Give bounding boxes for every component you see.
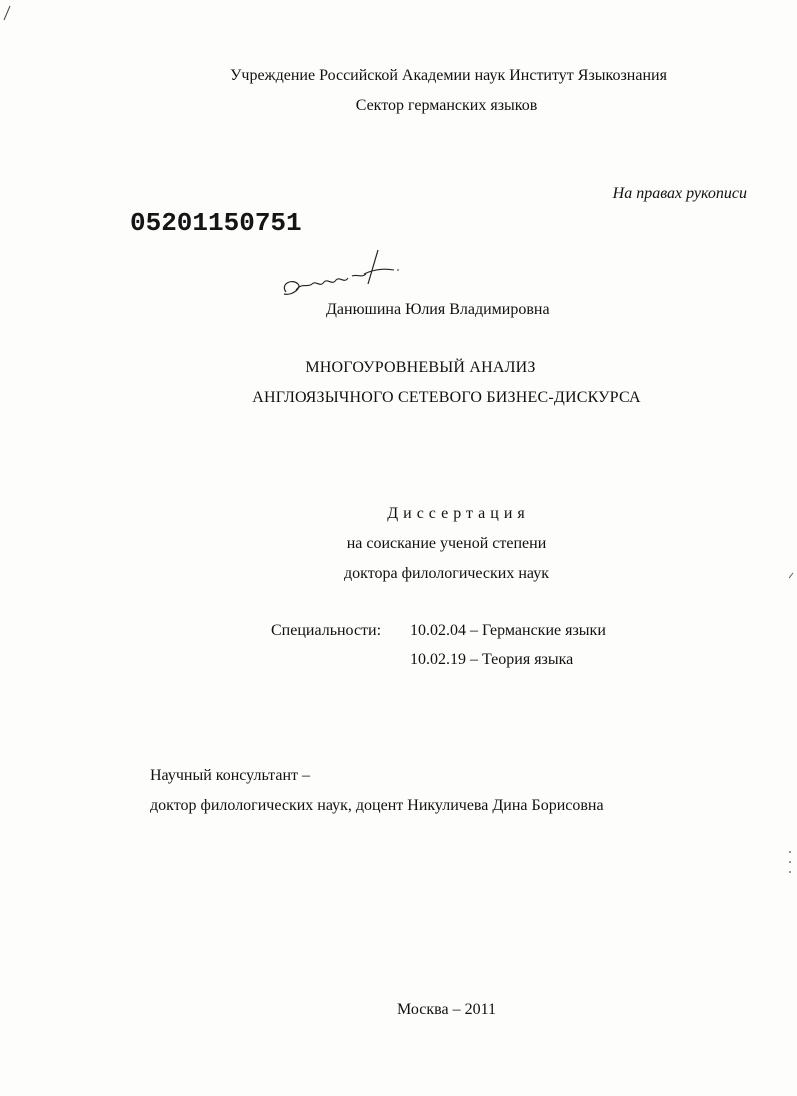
degree-line-1: на соискание ученой степени <box>346 535 547 552</box>
specialty-item: 10.02.19 – Теория языка <box>410 651 574 668</box>
scan-speck <box>786 848 794 878</box>
place-year: Москва – 2011 <box>397 1001 496 1018</box>
degree-line-2: доктора филологических наук <box>343 565 549 582</box>
archive-stamp-number: 05201150751 <box>130 208 302 238</box>
manuscript-note: На правах рукописи <box>612 185 747 202</box>
consultant-name: доктор филологических наук, доцент Никуличева Дина Борисовна <box>150 797 604 814</box>
title-line-1: МНОГОУРОВНЕВЫЙ АНАЛИЗ <box>305 359 536 376</box>
sector-name: Сектор германских языков <box>355 97 538 114</box>
work-type: Диссертация <box>387 505 530 522</box>
scan-speck <box>788 570 796 580</box>
consultant-label: Научный консультант – <box>150 767 310 784</box>
scan-mark <box>2 2 14 22</box>
specialties-label: Специальности: <box>271 622 382 639</box>
institution-name: Учреждение Российской Академии наук Институт Языкознания <box>230 67 667 84</box>
author-name: Данюшина Юлия Владимировна <box>326 301 550 318</box>
title-line-2: АНГЛОЯЗЫЧНОГО СЕТЕВОГО БИЗНЕС-ДИСКУРСА <box>252 389 641 406</box>
specialty-item: 10.02.04 – Германские языки <box>410 622 606 639</box>
